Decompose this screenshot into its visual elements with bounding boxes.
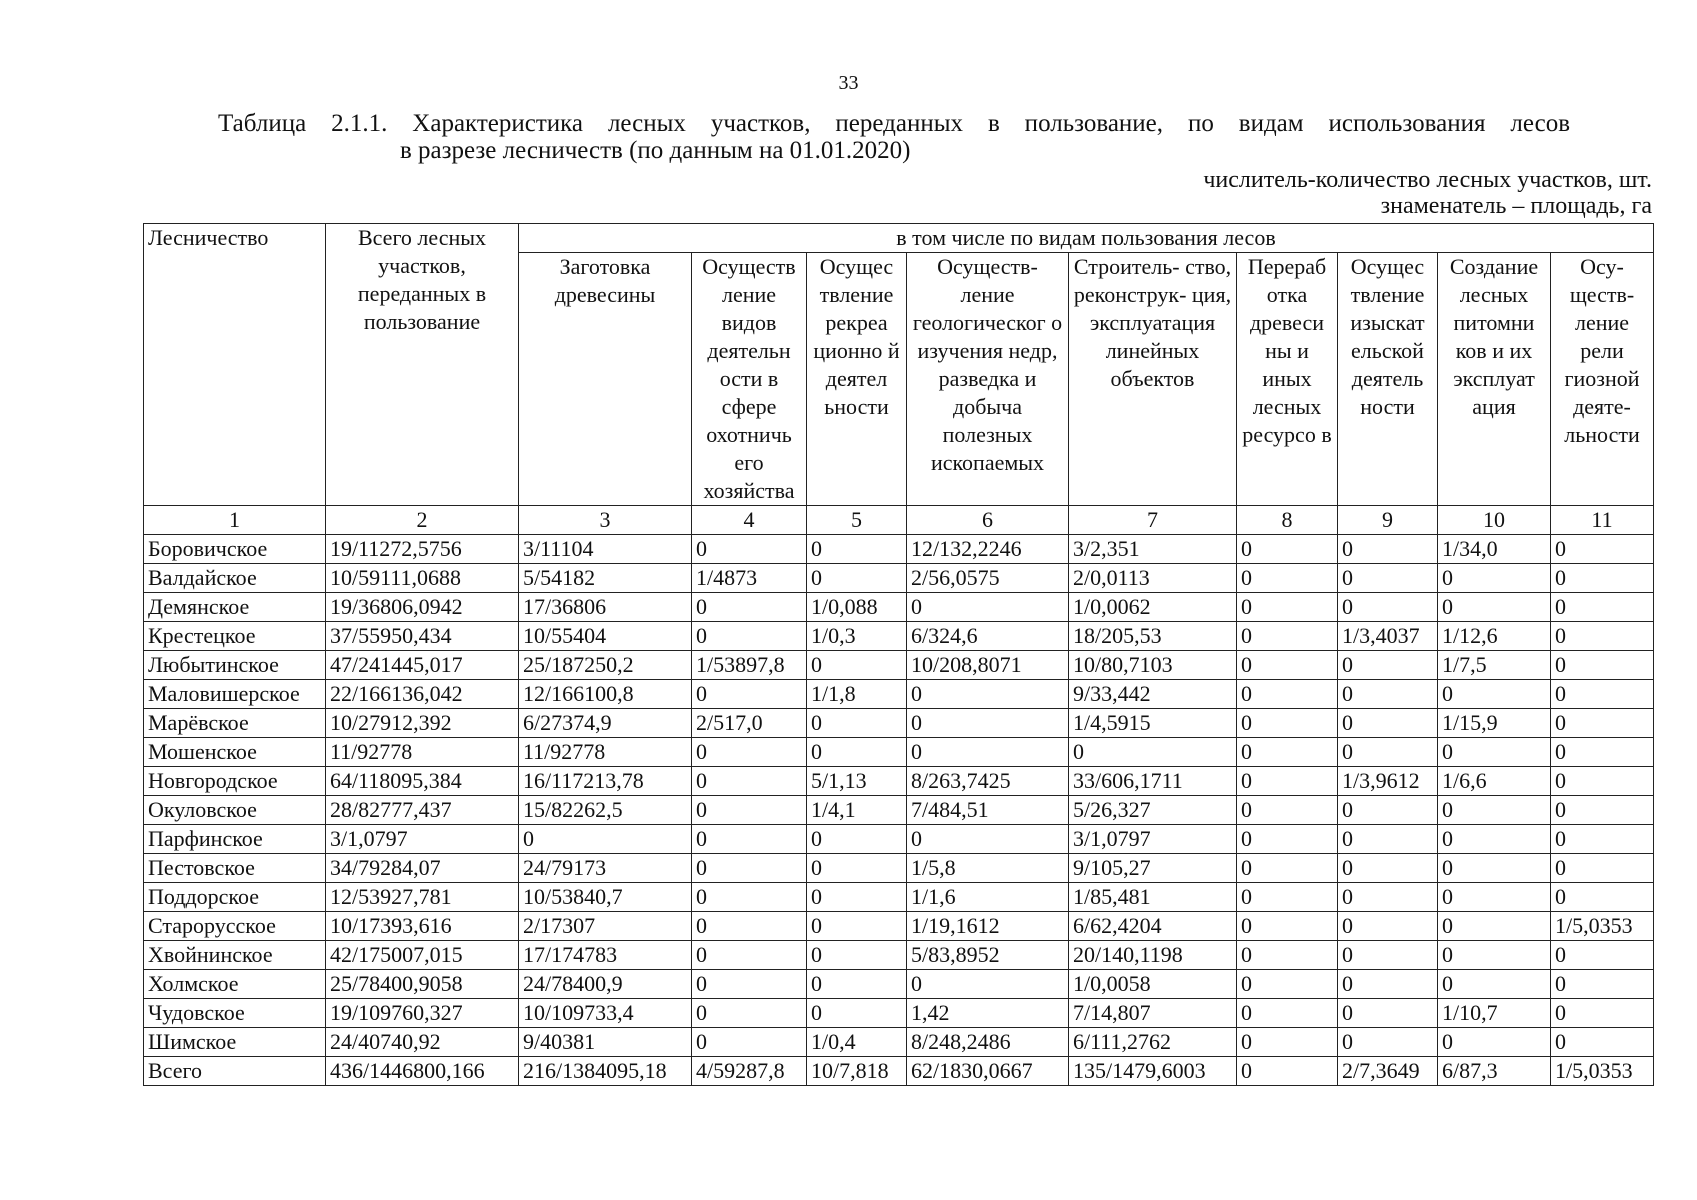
table-cell: 0 — [807, 825, 907, 854]
table-cell: 0 — [692, 825, 807, 854]
table-cell: 10/80,7103 — [1069, 651, 1237, 680]
table-cell: 0 — [1551, 738, 1654, 767]
table-cell: 1/5,8 — [907, 854, 1069, 883]
table-cell: 8/263,7425 — [907, 767, 1069, 796]
column-number: 5 — [807, 506, 907, 535]
table-cell: 6/324,6 — [907, 622, 1069, 651]
table-cell: 9/33,442 — [1069, 680, 1237, 709]
table-cell: 0 — [692, 883, 807, 912]
table-cell: 0 — [692, 593, 807, 622]
table-cell: 1/34,0 — [1438, 535, 1551, 564]
table-cell: 0 — [519, 825, 692, 854]
header-timber-harvesting: Заготовка древесины — [519, 253, 692, 506]
header-forestry: Лесничество — [144, 224, 326, 506]
table-cell: 0 — [692, 796, 807, 825]
header-group-by-use-type: в том числе по видам пользования лесов — [519, 224, 1654, 253]
table-cell: 1/6,6 — [1438, 767, 1551, 796]
table-cell: 0 — [1551, 970, 1654, 999]
table-cell: 0 — [807, 854, 907, 883]
table-cell: 11/92778 — [326, 738, 519, 767]
table-cell: 7/484,51 — [907, 796, 1069, 825]
table-cell: 0 — [1237, 1028, 1338, 1057]
table-cell: 0 — [807, 535, 907, 564]
table-cell: 19/36806,0942 — [326, 593, 519, 622]
header-linear-objects: Строитель- ство, реконструк- ция, эксплуатация линейных объектов — [1069, 253, 1237, 506]
table-cell: 24/79173 — [519, 854, 692, 883]
table-cell: 1/0,0062 — [1069, 593, 1237, 622]
table-row — [144, 999, 1654, 1028]
table-cell: 0 — [1237, 825, 1338, 854]
table-cell: 42/175007,015 — [326, 941, 519, 970]
table-cell: 2/17307 — [519, 912, 692, 941]
table-cell: 0 — [1551, 593, 1654, 622]
table-cell: 0 — [1237, 738, 1338, 767]
table-cell: 0 — [1338, 680, 1438, 709]
table-cell: 10/59111,0688 — [326, 564, 519, 593]
table-cell: 0 — [692, 941, 807, 970]
table-cell: 0 — [1237, 912, 1338, 941]
table-cell: 24/78400,9 — [519, 970, 692, 999]
column-number: 4 — [692, 506, 807, 535]
table-cell: 0 — [1551, 825, 1654, 854]
forestry-name-cell: Любытинское — [144, 651, 326, 680]
table-row — [144, 912, 1654, 941]
table-cell: 0 — [1438, 680, 1551, 709]
table-cell: 20/140,1198 — [1069, 941, 1237, 970]
forestry-name-cell: Всего — [144, 1057, 326, 1086]
table-cell: 5/1,13 — [807, 767, 907, 796]
table-cell: 4/59287,8 — [692, 1057, 807, 1086]
table-cell: 135/1479,6003 — [1069, 1057, 1237, 1086]
table-cell: 0 — [692, 999, 807, 1028]
forest-plots-table — [143, 223, 1654, 1086]
table-cell: 0 — [807, 912, 907, 941]
table-body — [144, 535, 1654, 1086]
table-cell: 0 — [692, 535, 807, 564]
table-cell: 0 — [1438, 854, 1551, 883]
table-cell: 0 — [1551, 941, 1654, 970]
table-cell: 0 — [907, 970, 1069, 999]
forestry-name-cell: Крестецкое — [144, 622, 326, 651]
table-row — [144, 535, 1654, 564]
table-cell: 0 — [1438, 593, 1551, 622]
table-cell: 0 — [1237, 622, 1338, 651]
table-cell: 10/208,8071 — [907, 651, 1069, 680]
table-cell: 16/117213,78 — [519, 767, 692, 796]
table-cell: 0 — [907, 825, 1069, 854]
table-cell: 1/1,8 — [807, 680, 907, 709]
table-cell: 0 — [907, 680, 1069, 709]
forestry-name-cell: Маловишерское — [144, 680, 326, 709]
table-cell: 1/5,0353 — [1551, 912, 1654, 941]
table-cell: 0 — [1438, 970, 1551, 999]
table-cell: 1/0,3 — [807, 622, 907, 651]
forestry-name-cell: Демянское — [144, 593, 326, 622]
table-row — [144, 767, 1654, 796]
table-cell: 6/87,3 — [1438, 1057, 1551, 1086]
table-cell: 0 — [1551, 651, 1654, 680]
table-cell: 0 — [1438, 564, 1551, 593]
table-cell: 1/5,0353 — [1551, 1057, 1654, 1086]
table-cell: 1/10,7 — [1438, 999, 1551, 1028]
table-cell: 34/79284,07 — [326, 854, 519, 883]
table-row — [144, 709, 1654, 738]
table-row — [144, 1028, 1654, 1057]
table-cell: 0 — [1338, 883, 1438, 912]
header-nurseries: Создание лесных питомни ков и их эксплуат ация — [1438, 253, 1551, 506]
table-cell: 1,42 — [907, 999, 1069, 1028]
column-number: 6 — [907, 506, 1069, 535]
table-cell: 0 — [1551, 796, 1654, 825]
table-cell: 10/53840,7 — [519, 883, 692, 912]
table-cell: 0 — [1237, 970, 1338, 999]
table-cell: 3/1,0797 — [1069, 825, 1237, 854]
table-row — [144, 796, 1654, 825]
table-cell: 0 — [1551, 535, 1654, 564]
table-cell: 15/82262,5 — [519, 796, 692, 825]
table-cell: 0 — [692, 854, 807, 883]
table-cell: 0 — [692, 622, 807, 651]
table-cell: 10/27912,392 — [326, 709, 519, 738]
table-cell: 1/0,0058 — [1069, 970, 1237, 999]
table-row — [144, 941, 1654, 970]
table-cell: 0 — [807, 564, 907, 593]
table-cell: 0 — [1237, 796, 1338, 825]
table-cell: 25/187250,2 — [519, 651, 692, 680]
header-survey: Осущес твление изыскат ельской деятель ности — [1338, 253, 1438, 506]
forestry-name-cell: Парфинское — [144, 825, 326, 854]
table-cell: 1/85,481 — [1069, 883, 1237, 912]
column-number: 9 — [1338, 506, 1438, 535]
table-cell: 0 — [1438, 883, 1551, 912]
table-row — [144, 854, 1654, 883]
table-cell: 0 — [1338, 999, 1438, 1028]
table-cell: 0 — [1551, 564, 1654, 593]
table-cell: 0 — [1069, 738, 1237, 767]
table-row — [144, 680, 1654, 709]
table-cell: 0 — [1438, 1028, 1551, 1057]
legend-denominator: знаменатель – площадь, га — [1380, 193, 1652, 219]
table-cell: 22/166136,042 — [326, 680, 519, 709]
table-cell: 436/1446800,166 — [326, 1057, 519, 1086]
table-cell: 0 — [1338, 535, 1438, 564]
table-cell: 0 — [1338, 854, 1438, 883]
table-row — [144, 825, 1654, 854]
header-religious: Осу- ществ- ление рели гиозной деяте- льности — [1551, 253, 1654, 506]
table-cell: 25/78400,9058 — [326, 970, 519, 999]
table-cell: 1/53897,8 — [692, 651, 807, 680]
table-cell: 17/174783 — [519, 941, 692, 970]
forestry-name-cell: Боровичское — [144, 535, 326, 564]
table-row — [144, 622, 1654, 651]
table-cell: 0 — [692, 970, 807, 999]
table-cell: 0 — [907, 593, 1069, 622]
table-cell: 0 — [1237, 680, 1338, 709]
column-numbers-row — [144, 506, 1654, 535]
column-number: 2 — [326, 506, 519, 535]
table-cell: 2/0,0113 — [1069, 564, 1237, 593]
table-cell: 0 — [1237, 854, 1338, 883]
forestry-name-cell: Пестовское — [144, 854, 326, 883]
table-cell: 1/12,6 — [1438, 622, 1551, 651]
table-cell: 0 — [807, 709, 907, 738]
table-cell: 5/54182 — [519, 564, 692, 593]
forestry-name-cell: Холмское — [144, 970, 326, 999]
table-cell: 8/248,2486 — [907, 1028, 1069, 1057]
table-cell: 0 — [1338, 970, 1438, 999]
table-cell: 0 — [1338, 651, 1438, 680]
column-number: 3 — [519, 506, 692, 535]
table-cell: 28/82777,437 — [326, 796, 519, 825]
table-cell: 64/118095,384 — [326, 767, 519, 796]
forestry-name-cell: Окуловское — [144, 796, 326, 825]
table-cell: 0 — [1551, 622, 1654, 651]
column-number: 11 — [1551, 506, 1654, 535]
table-cell: 0 — [1338, 709, 1438, 738]
forestry-name-cell: Старорусское — [144, 912, 326, 941]
table-cell: 1/0,088 — [807, 593, 907, 622]
table-cell: 0 — [1438, 796, 1551, 825]
table-cell: 0 — [1338, 912, 1438, 941]
table-cell: 0 — [1338, 564, 1438, 593]
forestry-name-cell: Хвойнинское — [144, 941, 326, 970]
forestry-name-cell: Шимское — [144, 1028, 326, 1057]
table-cell: 0 — [1237, 999, 1338, 1028]
header-wood-processing: Перераб отка древеси ны и иных лесных ресурсо в — [1237, 253, 1338, 506]
table-cell: 2/56,0575 — [907, 564, 1069, 593]
table-cell: 0 — [1237, 1057, 1338, 1086]
table-cell: 0 — [807, 883, 907, 912]
table-cell: 0 — [807, 970, 907, 999]
column-number: 1 — [144, 506, 326, 535]
table-cell: 47/241445,017 — [326, 651, 519, 680]
table-row — [144, 883, 1654, 912]
table-cell: 0 — [807, 651, 907, 680]
forestry-name-cell: Поддорское — [144, 883, 326, 912]
table-cell: 0 — [692, 1028, 807, 1057]
header-hunting: Осуществ ление видов деятельн ости в сфере охотничь его хозяйства — [692, 253, 807, 506]
table-cell: 10/109733,4 — [519, 999, 692, 1028]
table-cell: 10/55404 — [519, 622, 692, 651]
table-cell: 0 — [807, 738, 907, 767]
table-cell: 1/3,9612 — [1338, 767, 1438, 796]
table-cell: 1/1,6 — [907, 883, 1069, 912]
table-cell: 1/0,4 — [807, 1028, 907, 1057]
table-cell: 0 — [1237, 709, 1338, 738]
table-cell: 3/2,351 — [1069, 535, 1237, 564]
table-cell: 0 — [1338, 738, 1438, 767]
table-cell: 0 — [692, 680, 807, 709]
table-cell: 0 — [1237, 651, 1338, 680]
page-number: 33 — [838, 72, 859, 94]
table-cell: 0 — [1338, 593, 1438, 622]
table-cell: 0 — [1551, 854, 1654, 883]
table-cell: 1/15,9 — [1438, 709, 1551, 738]
table-cell: 0 — [1551, 680, 1654, 709]
table-cell: 0 — [692, 738, 807, 767]
table-cell: 0 — [1237, 941, 1338, 970]
forestry-name-cell: Чудовское — [144, 999, 326, 1028]
table-row — [144, 970, 1654, 999]
table-cell: 0 — [907, 738, 1069, 767]
table-row — [144, 593, 1654, 622]
table-cell: 9/40381 — [519, 1028, 692, 1057]
table-cell: 1/4,1 — [807, 796, 907, 825]
table-cell: 3/1,0797 — [326, 825, 519, 854]
table-row — [144, 738, 1654, 767]
table-cell: 37/55950,434 — [326, 622, 519, 651]
table-cell: 0 — [1438, 912, 1551, 941]
table-cell: 18/205,53 — [1069, 622, 1237, 651]
table-cell: 1/3,4037 — [1338, 622, 1438, 651]
table-cell: 0 — [1551, 999, 1654, 1028]
table-cell: 0 — [1338, 825, 1438, 854]
forestry-name-cell: Валдайское — [144, 564, 326, 593]
table-cell: 17/36806 — [519, 593, 692, 622]
table-cell: 2/7,3649 — [1338, 1057, 1438, 1086]
table-cell: 0 — [1237, 883, 1338, 912]
table-cell: 0 — [1551, 709, 1654, 738]
table-cell: 3/11104 — [519, 535, 692, 564]
table-cell: 0 — [1338, 796, 1438, 825]
column-number: 10 — [1438, 506, 1551, 535]
caption-line-2: в разрезе лесничеств (по данным на 01.01.2020) — [400, 137, 911, 164]
table-cell: 0 — [807, 999, 907, 1028]
header-recreation: Осущес твление рекреа ционно й деятел ьности — [807, 253, 907, 506]
legend-numerator: числитель-количество лесных участков, шт. — [1203, 167, 1652, 193]
total-row — [144, 1057, 1654, 1086]
table-cell: 10/17393,616 — [326, 912, 519, 941]
table-cell: 62/1830,0667 — [907, 1057, 1069, 1086]
table-cell: 0 — [1438, 738, 1551, 767]
table-cell: 12/132,2246 — [907, 535, 1069, 564]
table-cell: 19/11272,5756 — [326, 535, 519, 564]
table-cell: 0 — [1237, 593, 1338, 622]
table-cell: 6/27374,9 — [519, 709, 692, 738]
forestry-name-cell: Мошенское — [144, 738, 326, 767]
table-cell: 1/7,5 — [1438, 651, 1551, 680]
table-cell: 0 — [692, 767, 807, 796]
table-cell: 0 — [1237, 535, 1338, 564]
table-caption — [218, 110, 1570, 164]
table-cell: 6/62,4204 — [1069, 912, 1237, 941]
table-cell: 0 — [1237, 564, 1338, 593]
table-cell: 19/109760,327 — [326, 999, 519, 1028]
header-geology-mining: Осуществ- ление геологическог о изучения недр, разведка и добыча полезных ископаемых — [907, 253, 1069, 506]
table-cell: 9/105,27 — [1069, 854, 1237, 883]
table-cell: 11/92778 — [519, 738, 692, 767]
table-cell: 0 — [1237, 767, 1338, 796]
table-cell: 7/14,807 — [1069, 999, 1237, 1028]
table-cell: 0 — [907, 709, 1069, 738]
table-cell: 0 — [692, 912, 807, 941]
column-number: 7 — [1069, 506, 1237, 535]
table-cell: 0 — [1338, 1028, 1438, 1057]
table-row — [144, 564, 1654, 593]
table-cell: 24/40740,92 — [326, 1028, 519, 1057]
table-cell: 12/53927,781 — [326, 883, 519, 912]
table-cell: 6/111,2762 — [1069, 1028, 1237, 1057]
table-cell: 10/7,818 — [807, 1057, 907, 1086]
header-total-plots: Всего лесных участков, переданных в пользование — [326, 224, 519, 506]
table-cell: 0 — [1338, 941, 1438, 970]
table-cell: 12/166100,8 — [519, 680, 692, 709]
forestry-name-cell: Марёвское — [144, 709, 326, 738]
table-cell: 0 — [1551, 883, 1654, 912]
table-cell: 0 — [1551, 767, 1654, 796]
table-cell: 0 — [1438, 825, 1551, 854]
table-cell: 0 — [1438, 941, 1551, 970]
table-cell: 216/1384095,18 — [519, 1057, 692, 1086]
forestry-name-cell: Новгородское — [144, 767, 326, 796]
table-cell: 0 — [1551, 1028, 1654, 1057]
table-cell: 5/26,327 — [1069, 796, 1237, 825]
table-cell: 1/4873 — [692, 564, 807, 593]
table-cell: 1/19,1612 — [907, 912, 1069, 941]
caption-line-1: Таблица 2.1.1. Характеристика лесных участков, переданных в пользование, по видам использования лесов — [218, 110, 1570, 137]
table-row — [144, 651, 1654, 680]
table-cell: 1/4,5915 — [1069, 709, 1237, 738]
table-cell: 5/83,8952 — [907, 941, 1069, 970]
table-cell: 33/606,1711 — [1069, 767, 1237, 796]
table-cell: 2/517,0 — [692, 709, 807, 738]
table-cell: 0 — [807, 941, 907, 970]
column-number: 8 — [1237, 506, 1338, 535]
